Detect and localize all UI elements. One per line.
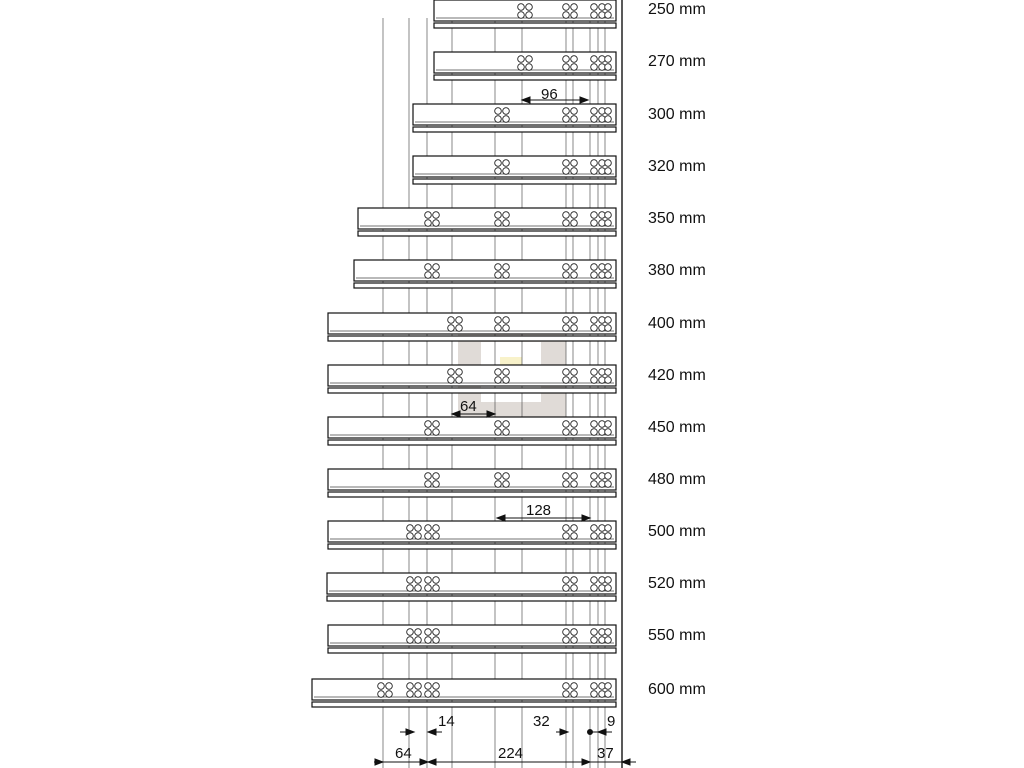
mounting-hole	[605, 533, 612, 540]
rail-bottom-profile	[434, 75, 616, 80]
mounting-hole	[425, 421, 432, 428]
mounting-hole	[563, 12, 570, 19]
mounting-hole	[433, 525, 440, 532]
mounting-hole	[433, 683, 440, 690]
mounting-hole	[495, 272, 502, 279]
mounting-hole	[563, 160, 570, 167]
mounting-hole	[571, 168, 578, 175]
mounting-hole	[591, 212, 598, 219]
mounting-hole	[407, 629, 414, 636]
mounting-hole	[495, 212, 502, 219]
mounting-hole	[591, 160, 598, 167]
mounting-hole	[591, 525, 598, 532]
drawer-rail	[434, 52, 616, 80]
dimension-label-32: 32	[533, 713, 550, 730]
drawer-rail	[328, 313, 616, 341]
length-label-300: 300 mm	[648, 106, 706, 123]
mounting-hole	[605, 220, 612, 227]
length-label-320: 320 mm	[648, 158, 706, 175]
drawer-rail	[328, 365, 616, 393]
length-label-350: 350 mm	[648, 210, 706, 227]
mounting-hole	[591, 577, 598, 584]
mounting-hole	[605, 577, 612, 584]
mounting-hole	[563, 212, 570, 219]
mounting-hole	[433, 220, 440, 227]
mounting-hole	[605, 525, 612, 532]
mounting-hole	[571, 369, 578, 376]
drawer-rail	[358, 208, 616, 236]
drawer-rail	[328, 469, 616, 497]
mounting-hole	[386, 683, 393, 690]
mounting-hole	[526, 12, 533, 19]
mounting-hole	[605, 116, 612, 123]
mounting-hole	[407, 585, 414, 592]
length-label-520: 520 mm	[648, 575, 706, 592]
mounting-hole	[571, 212, 578, 219]
dimension-label-96: 96	[541, 86, 558, 103]
mounting-hole	[378, 683, 385, 690]
mounting-hole	[591, 421, 598, 428]
dimension-32	[556, 729, 598, 735]
mounting-hole	[563, 533, 570, 540]
mounting-hole	[605, 160, 612, 167]
mounting-hole	[605, 272, 612, 279]
rail-bottom-profile	[312, 702, 616, 707]
mounting-hole	[571, 116, 578, 123]
length-label-400: 400 mm	[648, 315, 706, 332]
mounting-hole	[415, 629, 422, 636]
mounting-hole	[605, 64, 612, 71]
rail-bottom-profile	[328, 440, 616, 445]
mounting-hole	[495, 369, 502, 376]
mounting-hole	[571, 377, 578, 384]
length-label-450: 450 mm	[648, 419, 706, 436]
mounting-hole	[448, 325, 455, 332]
drawer-rail	[312, 679, 616, 707]
rail-bottom-profile	[328, 648, 616, 653]
mounting-hole	[433, 691, 440, 698]
mounting-hole	[495, 473, 502, 480]
rail-bottom-profile	[413, 127, 616, 132]
mounting-hole	[425, 264, 432, 271]
mounting-hole	[495, 160, 502, 167]
mounting-hole	[563, 473, 570, 480]
drawer-rail	[434, 0, 616, 28]
mounting-hole	[563, 168, 570, 175]
mounting-hole	[591, 220, 598, 227]
mounting-hole	[563, 264, 570, 271]
mounting-hole	[526, 4, 533, 11]
mounting-hole	[571, 4, 578, 11]
mounting-hole	[563, 429, 570, 436]
mounting-hole	[563, 369, 570, 376]
dimension-label-128: 128	[526, 502, 552, 519]
mounting-hole	[571, 108, 578, 115]
rail-bottom-profile	[328, 388, 616, 393]
mounting-hole	[605, 12, 612, 19]
mounting-hole	[591, 533, 598, 540]
mounting-hole	[605, 629, 612, 636]
mounting-hole	[495, 377, 502, 384]
mounting-hole	[456, 369, 463, 376]
mounting-hole	[433, 533, 440, 540]
mounting-hole	[605, 429, 612, 436]
mounting-hole	[526, 56, 533, 63]
mounting-hole	[605, 377, 612, 384]
mounting-hole	[425, 272, 432, 279]
mounting-hole	[563, 585, 570, 592]
mounting-hole	[563, 325, 570, 332]
mounting-hole	[433, 272, 440, 279]
rail-bottom-profile	[328, 544, 616, 549]
mounting-hole	[563, 56, 570, 63]
mounting-hole	[503, 220, 510, 227]
dimension-label-64-lower: 64	[395, 745, 412, 762]
mounting-hole	[605, 691, 612, 698]
mounting-hole	[425, 481, 432, 488]
mounting-hole	[495, 429, 502, 436]
mounting-hole	[425, 429, 432, 436]
mounting-hole	[591, 369, 598, 376]
mounting-hole	[448, 377, 455, 384]
mounting-hole	[425, 629, 432, 636]
mounting-hole	[563, 108, 570, 115]
mounting-hole	[591, 4, 598, 11]
mounting-hole	[495, 325, 502, 332]
mounting-hole	[433, 429, 440, 436]
mounting-hole	[433, 473, 440, 480]
dimension-label-9: 9	[607, 713, 616, 730]
mounting-hole	[591, 683, 598, 690]
mounting-hole	[571, 473, 578, 480]
length-label-380: 380 mm	[648, 262, 706, 279]
mounting-hole	[503, 429, 510, 436]
mounting-hole	[571, 220, 578, 227]
dimension-14	[400, 729, 442, 735]
mounting-hole	[407, 577, 414, 584]
mounting-hole	[571, 160, 578, 167]
mounting-hole	[495, 168, 502, 175]
mounting-hole	[503, 108, 510, 115]
mounting-hole	[571, 429, 578, 436]
mounting-hole	[415, 525, 422, 532]
mounting-hole	[526, 64, 533, 71]
mounting-hole	[415, 585, 422, 592]
mounting-hole	[605, 585, 612, 592]
mounting-hole	[605, 264, 612, 271]
mounting-hole	[563, 64, 570, 71]
mounting-hole	[571, 533, 578, 540]
mounting-hole	[605, 317, 612, 324]
mounting-hole	[563, 691, 570, 698]
mounting-hole	[571, 264, 578, 271]
mounting-hole	[605, 637, 612, 644]
mounting-hole	[503, 264, 510, 271]
mounting-hole	[563, 629, 570, 636]
mounting-hole	[571, 421, 578, 428]
mounting-hole	[503, 160, 510, 167]
mounting-hole	[433, 212, 440, 219]
mounting-hole	[571, 577, 578, 584]
mounting-hole	[425, 577, 432, 584]
mounting-hole	[425, 525, 432, 532]
mounting-hole	[415, 683, 422, 690]
mounting-hole	[571, 585, 578, 592]
mounting-hole	[518, 12, 525, 19]
mounting-hole	[591, 691, 598, 698]
mounting-hole	[407, 533, 414, 540]
mounting-hole	[415, 691, 422, 698]
mounting-hole	[563, 683, 570, 690]
mounting-hole	[591, 585, 598, 592]
mounting-hole	[503, 168, 510, 175]
rail-bottom-profile	[328, 336, 616, 341]
mounting-hole	[571, 481, 578, 488]
mounting-hole	[591, 272, 598, 279]
mounting-hole	[503, 116, 510, 123]
mounting-hole	[503, 481, 510, 488]
mounting-hole	[456, 317, 463, 324]
mounting-hole	[495, 481, 502, 488]
mounting-hole	[518, 56, 525, 63]
mounting-hole	[571, 691, 578, 698]
mounting-hole	[433, 481, 440, 488]
mounting-hole	[495, 421, 502, 428]
mounting-hole	[591, 629, 598, 636]
mounting-hole	[571, 56, 578, 63]
mounting-hole	[495, 108, 502, 115]
dimension-label-14: 14	[438, 713, 455, 730]
mounting-hole	[503, 325, 510, 332]
mounting-hole	[605, 168, 612, 175]
mounting-hole	[571, 272, 578, 279]
mounting-hole	[571, 637, 578, 644]
mounting-hole	[425, 473, 432, 480]
mounting-hole	[503, 377, 510, 384]
drawer-rail	[413, 156, 616, 184]
mounting-hole	[605, 473, 612, 480]
drawer-rail	[328, 521, 616, 549]
mounting-hole	[407, 691, 414, 698]
mounting-hole	[605, 683, 612, 690]
mounting-hole	[563, 116, 570, 123]
mounting-hole	[495, 264, 502, 271]
mounting-hole	[571, 12, 578, 19]
length-label-550: 550 mm	[648, 627, 706, 644]
mounting-hole	[605, 325, 612, 332]
length-label-480: 480 mm	[648, 471, 706, 488]
mounting-hole	[591, 64, 598, 71]
mounting-hole	[433, 577, 440, 584]
mounting-hole	[591, 429, 598, 436]
mounting-hole	[563, 421, 570, 428]
rail-bottom-profile	[358, 231, 616, 236]
rail-bottom-profile	[354, 283, 616, 288]
mounting-hole	[503, 212, 510, 219]
mounting-hole	[415, 533, 422, 540]
mounting-hole	[386, 691, 393, 698]
mounting-hole	[563, 220, 570, 227]
mounting-hole	[425, 212, 432, 219]
mounting-hole	[563, 481, 570, 488]
mounting-hole	[433, 264, 440, 271]
mounting-hole	[407, 683, 414, 690]
dimension-label-224: 224	[498, 745, 524, 762]
mounting-hole	[407, 525, 414, 532]
mounting-hole	[563, 377, 570, 384]
mounting-hole	[591, 168, 598, 175]
mounting-hole	[503, 272, 510, 279]
mounting-hole	[448, 317, 455, 324]
mounting-hole	[433, 629, 440, 636]
rail-bottom-profile	[434, 23, 616, 28]
mounting-hole	[425, 533, 432, 540]
mounting-hole	[571, 317, 578, 324]
mounting-hole	[503, 421, 510, 428]
mounting-hole	[495, 116, 502, 123]
mounting-hole	[407, 637, 414, 644]
mounting-hole	[433, 421, 440, 428]
mounting-hole	[591, 264, 598, 271]
mounting-hole	[448, 369, 455, 376]
mounting-hole	[571, 64, 578, 71]
length-label-250: 250 mm	[648, 1, 706, 18]
mounting-hole	[571, 629, 578, 636]
mounting-hole	[518, 4, 525, 11]
rail-bottom-profile	[327, 596, 616, 601]
length-label-270: 270 mm	[648, 53, 706, 70]
mounting-hole	[495, 317, 502, 324]
drawer-rail	[327, 573, 616, 601]
length-label-420: 420 mm	[648, 367, 706, 384]
mounting-hole	[456, 325, 463, 332]
drawer-rail	[328, 417, 616, 445]
mounting-hole	[425, 691, 432, 698]
mounting-hole	[591, 56, 598, 63]
mounting-hole	[495, 220, 502, 227]
mounting-hole	[518, 64, 525, 71]
mounting-hole	[563, 577, 570, 584]
mounting-hole	[456, 377, 463, 384]
rail-bottom-profile	[328, 492, 616, 497]
dimension-label-37: 37	[597, 745, 614, 762]
mounting-hole	[425, 220, 432, 227]
mounting-hole	[591, 12, 598, 19]
length-labels	[648, 1, 706, 698]
mounting-hole	[591, 377, 598, 384]
dimension-label-64-upper: 64	[460, 398, 477, 415]
mounting-hole	[571, 683, 578, 690]
mounting-hole	[563, 317, 570, 324]
mounting-hole	[415, 577, 422, 584]
mounting-hole	[605, 56, 612, 63]
mounting-hole	[433, 585, 440, 592]
mounting-hole	[415, 637, 422, 644]
drawer-rail	[354, 260, 616, 288]
mounting-hole	[605, 481, 612, 488]
mounting-hole	[425, 637, 432, 644]
mounting-hole	[571, 525, 578, 532]
mounting-hole	[571, 325, 578, 332]
mounting-hole	[563, 637, 570, 644]
mounting-hole	[503, 369, 510, 376]
mounting-hole	[503, 317, 510, 324]
mounting-hole	[605, 108, 612, 115]
mounting-hole	[591, 473, 598, 480]
mounting-hole	[591, 317, 598, 324]
mounting-hole	[503, 473, 510, 480]
mounting-hole	[591, 325, 598, 332]
mounting-hole	[605, 4, 612, 11]
mounting-hole	[563, 525, 570, 532]
mounting-hole	[433, 637, 440, 644]
drawer-rail	[328, 625, 616, 653]
mounting-hole	[378, 691, 385, 698]
mounting-hole	[591, 108, 598, 115]
mounting-hole	[591, 637, 598, 644]
drawer-rail	[413, 104, 616, 132]
length-label-500: 500 mm	[648, 523, 706, 540]
mounting-hole	[591, 481, 598, 488]
mounting-hole	[563, 4, 570, 11]
mounting-hole	[605, 369, 612, 376]
mounting-hole	[425, 585, 432, 592]
mounting-hole	[591, 116, 598, 123]
mounting-hole	[425, 683, 432, 690]
mounting-hole	[563, 272, 570, 279]
mounting-hole	[605, 212, 612, 219]
rail-bottom-profile	[413, 179, 616, 184]
mounting-hole	[605, 421, 612, 428]
length-label-600: 600 mm	[648, 681, 706, 698]
